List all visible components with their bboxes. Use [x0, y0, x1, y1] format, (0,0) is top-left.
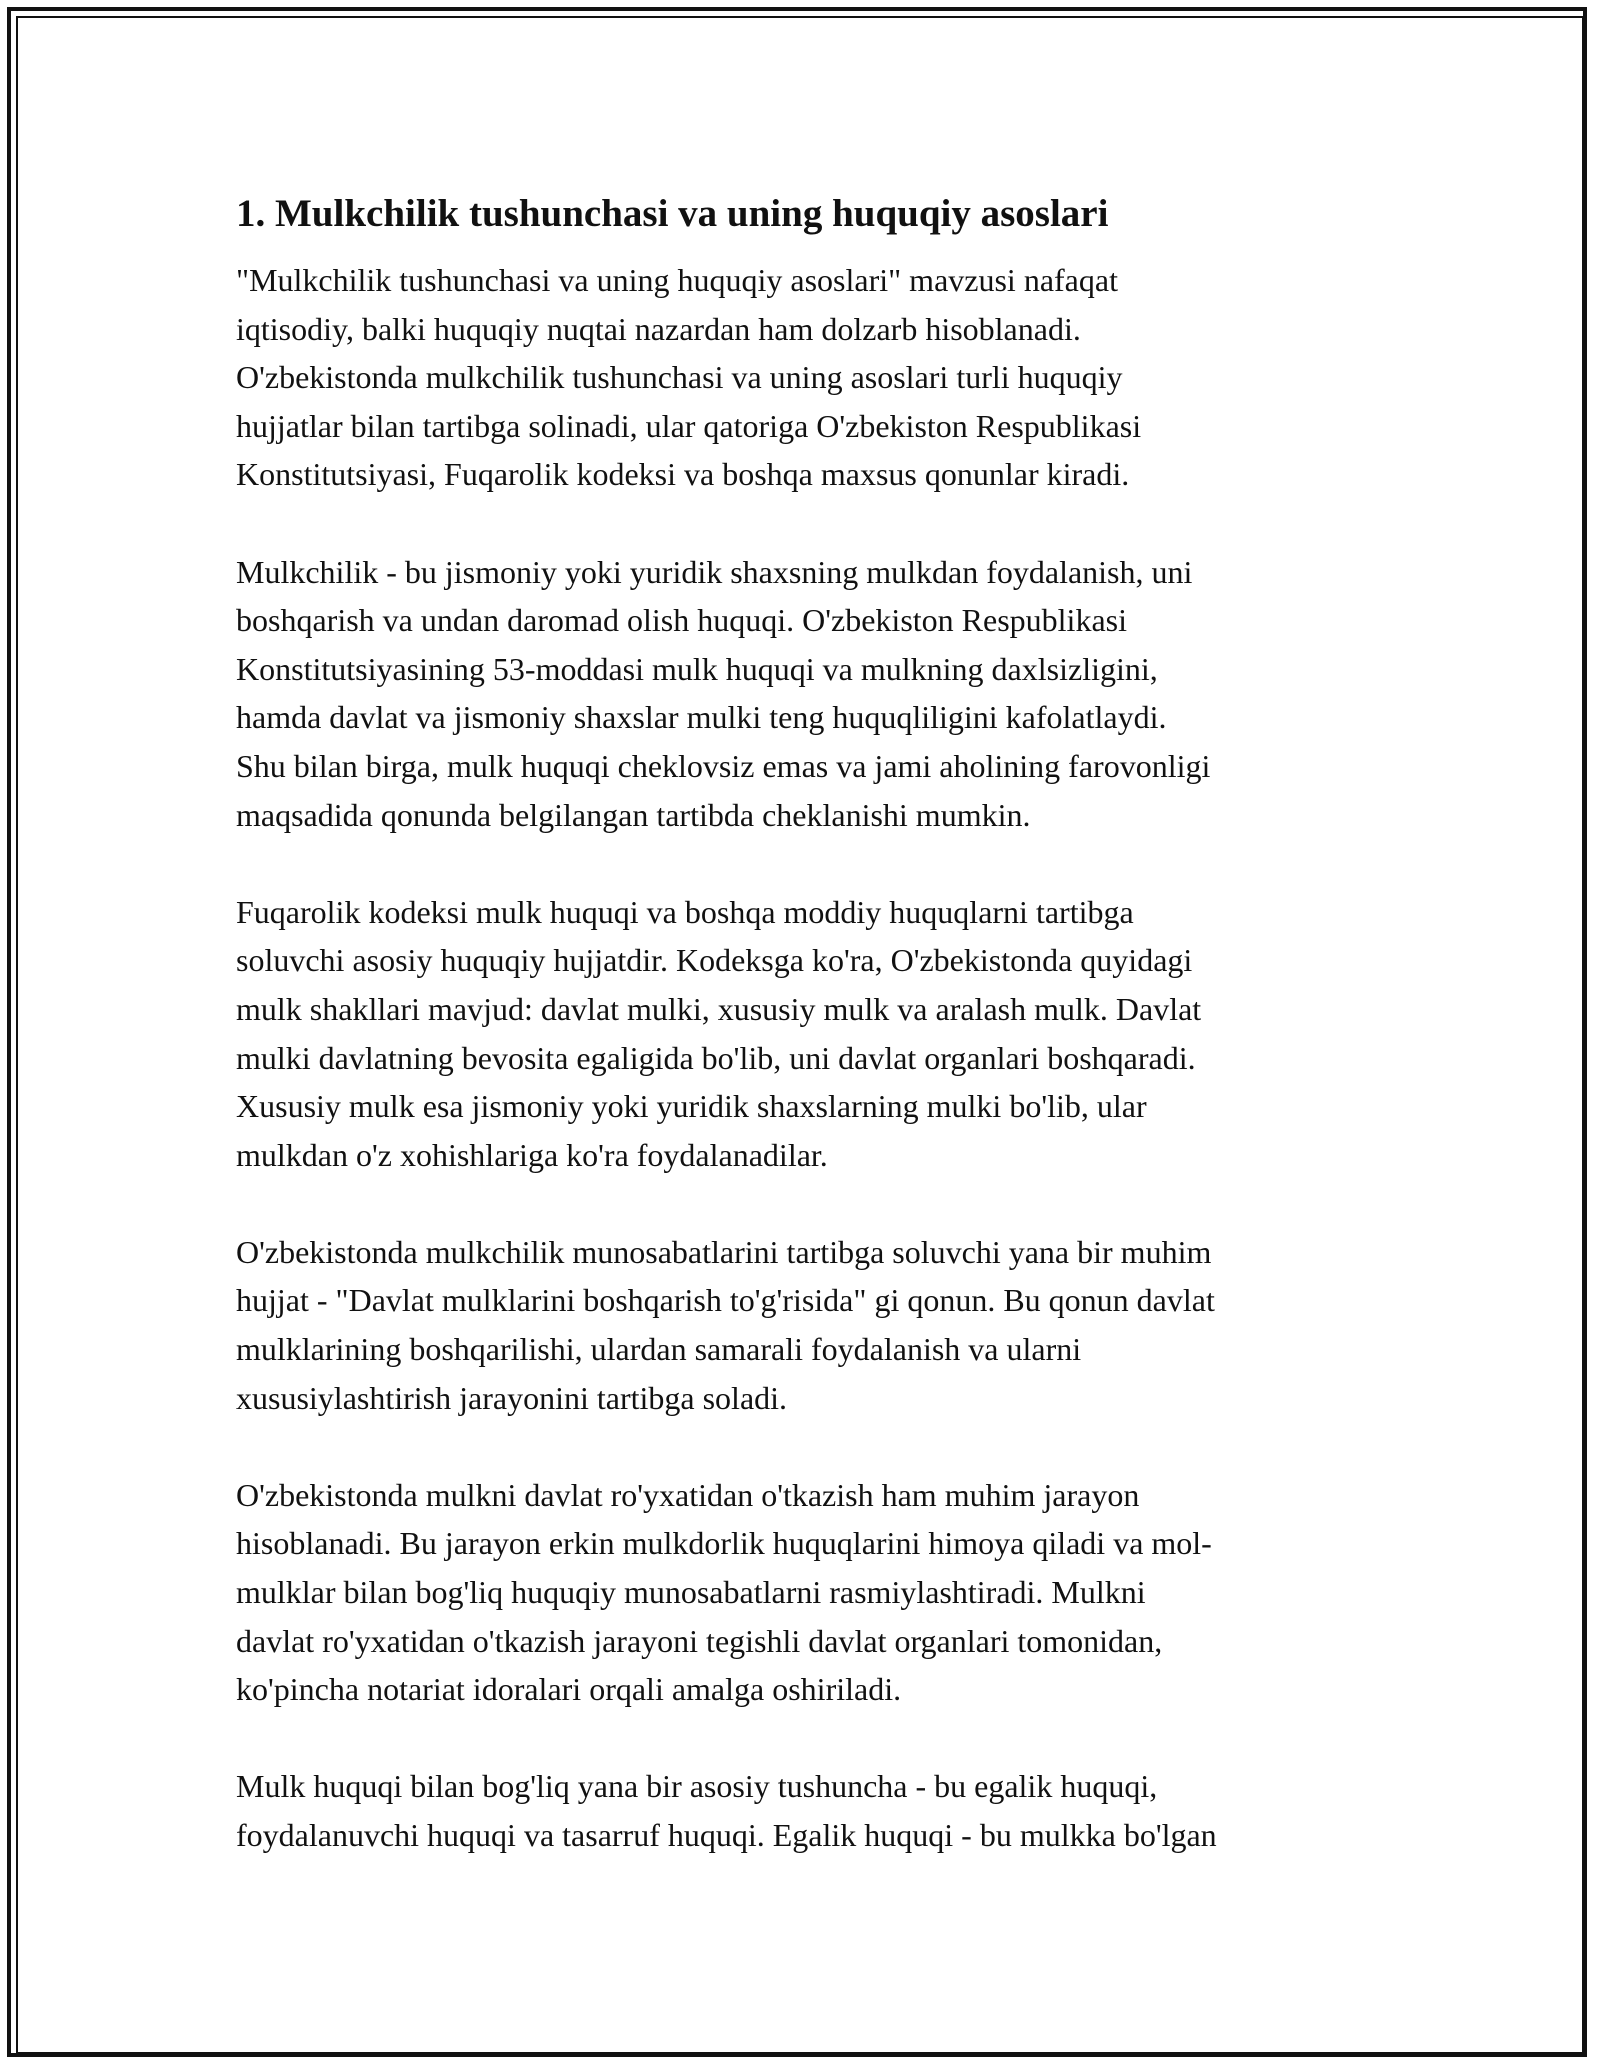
paragraph-5: O'zbekistonda mulkni davlat ro'yxatidan o'tkazish ham muhim jarayon hisoblanadi. Bu jarayon erkin mulkdorlik huquqlarini himoya qiladi va mol- mulklar bilan bog'liq huquqiy munosabatlarni rasmiylashtiradi. Mulkni davlat ro'yxatidan o'tkazish jarayoni tegishli davlat organlari tomonidan, ko'pincha notariat idoralari orqali amalga oshiriladi.	[236, 1476, 1212, 1708]
paragraph-4: O'zbekistonda mulkchilik munosabatlarini tartibga soluvchi yana bir muhim hujjat - "Davlat mulklarini boshqarish to'g'risida" gi qonun. Bu qonun davlat mulklarining boshqarilishi, ulardan samarali foydalanish va ularni xususiylashtirish jarayonini tartibga soladi.	[236, 1233, 1215, 1416]
paragraph-3: Fuqarolik kodeksi mulk huquqi va boshqa moddiy huquqlarni tartibga soluvchi asosiy huquqiy hujjatdir. Kodeksga ko'ra, O'zbekistonda quyidagi mulk shakllari mavjud: davlat mulki, xususiy mulk va aralash mulk. Davlat mulki davlatning bevosita egaligida bo'lib, uni davlat organlari boshqaradi. Xususiy mulk esa jismoniy yoki yuridik shaxslarning mulki bo'lib, ular mulkdan o'z xohishlariga ko'ra foydalanadilar.	[236, 893, 1202, 1173]
paragraph-1: "Mulkchilik tushunchasi va uning huquqiy asoslari" mavzusi nafaqat iqtisodiy, balki huquqiy nuqtai nazardan ham dolzarb hisoblanadi. O'zbekistonda mulkchilik tushunchasi va uning asoslari turli huquqiy hujjatlar bilan tartibga solinadi, ular qatoriga O'zbekiston Respublikasi Konstitutsiyasi, Fuqarolik kodeksi va boshqa maxsus qonunlar kiradi.	[236, 262, 1142, 493]
paragraph-2: Mulkchilik - bu jismoniy yoki yuridik shaxsning mulkdan foydalanish, uni boshqarish va undan daromad olish huquqi. O'zbekiston Respublikasi Konstitutsiyasining 53-moddasi mulk huquqi va mulkning daxlsizligini, hamda davlat va jismoniy shaxslar mulki teng huquqliligini kafolatlaydi. Shu bilan birga, mulk huquqi cheklovsiz emas va jami aholining farovonligi maqsadida qonunda belgilangan tartibda cheklanishi mumkin.	[236, 553, 1211, 833]
paragraph-6: Mulk huquqi bilan bog'liq yana bir asosiy tushuncha - bu egalik huquqi, foydalanuvchi huquqi va tasarruf huquqi. Egalik huquqi - bu mulkka bo'lgan	[236, 1768, 1217, 1853]
section-heading: 1. Mulkchilik tushunchasi va uning huquqiy asoslari	[236, 192, 1109, 235]
document-body	[236, 188, 1366, 1860]
